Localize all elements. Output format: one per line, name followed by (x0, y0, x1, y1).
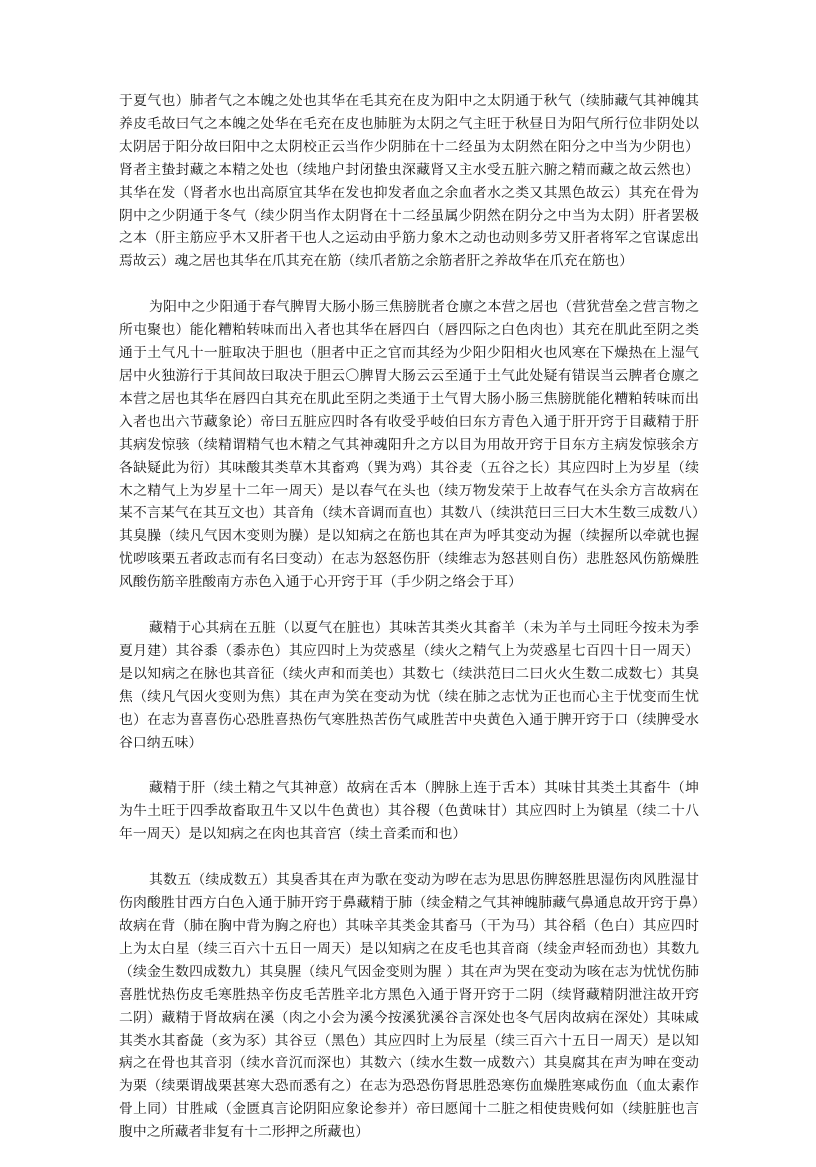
paragraph-4: 藏精于肝（续土精之气其神意）故病在舌本（脾脉上连于舌本）其味甘其类土其畜牛（坤为牛土旺于四季故畜取丑牛又以牛色黄也）其谷稷（色黄味甘）其应四时上为镇星（续二十八年一周天）是以知病之在肉也其音宫（续土音柔而和也） (119, 780, 699, 843)
document-page (119, 90, 699, 1167)
paragraph-2: 为阳中之少阳通于春气脾胃大肠小肠三焦膀胱者仓廪之本营之居也（营犹营垒之营言物之所屯聚也）能化糟粕转味而出入者也其华在唇四白（唇四际之白色肉也）其充在肌此至阴之类通于土气凡十一脏取决于胆也（胆者中正之官而其经为少阳少阳相火也风寒在下燥热在上湿气居中火独游行于其间故曰取决于胆云〇脾胃大肠云云至通于土气此处疑有错误当云脾者仓廪之本营之居也其华在唇四白其充在肌此至阴之类通于土气胃大肠小肠三焦膀胱能化糟粕转味而出入者也出六节藏象论）帝曰五脏应四时各有收受乎岐伯曰东方青色入通于肝开窍于目藏精于肝其病发惊骇（续精谓精气也木精之气其神魂阳升之方以目为用故开窍于目东方主病发惊骇余方各缺疑此为衍）其味酸其类草木其畜鸡（巽为鸡）其谷麦（五谷之长）其应四时上为岁星（续木之精气上为岁星十二年一周天）是以春气在头也（续万物发荣于上故春气在头余方言故病在某不言某气在其互文也）其音角（续木音调而直也）其数八（续洪范曰三曰大木生数三成数八）其臭臊（续凡气因木变则为臊）是以知病之在筋也其在声为呼其变动为握（续握所以牵就也握忧哕咳栗五者政志而有名曰变动）在志为怒怒伤肝（续维志为怒甚则自伤）悲胜怒风伤筋燥胜风酸伤筋辛胜酸南方赤色入通于心开窍于耳（手少阴之络会于耳） (119, 299, 699, 591)
paragraph-1: 于夏气也）肺者气之本魄之处也其华在毛其充在皮为阳中之太阴通于秋气（续肺藏气其神魄其养皮毛故曰气之本魄之处华在毛充在皮也肺脏为太阴之气主旺于秋昼日为阳气所行位非阴处以太阴居于阳分故曰阳中之太阴校正云当作少阴肺在十二经虽为太阴然在阳分之中当为少阴也）肾者主蛰封藏之本精之处也（续地户封闭蛰虫深藏肾又主水受五脏六腑之精而藏之故云然也）其华在发（肾者水也出高原宜其华在发也抑发者血之余血者水之类又其黑色故云）其充在骨为阴中之少阴通于冬气（续少阴当作太阴肾在十二经虽属少阴然在阴分之中当为太阴）肝者罢极之本（肝主筋应乎木又肝者干也人之运动由乎筋力象木之动也动则多劳又肝者将军之官谋虑出焉故云）魂之居也其华在爪其充在筋（续爪者筋之余筋者肝之养故华在爪充在筋也） (119, 93, 699, 270)
paragraph-5: 其数五（续成数五）其臭香其在声为歌在变动为哕在志为思思伤脾怒胜思湿伤肉风胜湿甘伤肉酸胜甘西方白色入通于肺开窍于鼻藏精于肺（续金精之气其神魄肺藏气鼻通息故开窍于鼻）故病在背（肺在胸中背为胸之府也）其味辛其类金其畜马（干为马）其谷稻（色白）其应四时上为太白星（续三百六十五日一周天）是以知病之在皮毛也其音商（续金声轻而劲也）其数九（续金生数四成数九）其臭腥（续凡气因金变则为腥 ）其在声为哭在变动为咳在志为忧忧伤肺喜胜忧热伤皮毛寒胜热辛伤皮毛苦胜辛北方黑色入通于肾开窍于二阴（续肾藏精阴泄注故开窍二阴）藏精于肾故病在溪（肉之小会为溪今按溪犹溪谷言深处也冬气居肉故病在深处）其味咸其类水其畜彘（亥为豕）其谷豆（黑色）其应四时上为辰星（续三百六十五日一周天）是以知病之在骨也其音羽（续水音沉而深也）其数六（续水生数一成数六）其臭腐其在声为呻在变动为栗（续栗谓战栗甚寒大恐而悉有之）在志为恐恐伤肾思胜恐寒伤血燥胜寒咸伤血（血太素作骨上同）甘胜咸（金匮真言论阴阳应象论参并）帝曰愿闻十二脏之相使贵贱何如（续脏脏也言腹中之所藏者非复有十二形押之所藏也） (119, 872, 699, 1141)
paragraph-3: 藏精于心其病在五脏（以夏气在脏也）其味苦其类火其畜羊（未为羊与土同旺今按未为季夏月建）其谷黍（黍赤色）其应四时上为荧惑星（续火之精气上为荧惑星七百四十日一周天）是以知病之在脉也其音征（续火声和而美也）其数七（续洪范曰二曰火火生数二成数七）其臭焦（续凡气因火变则为焦）其在声为笑在变动为忧（续在肺之志忧为正也而心主于忧变而生忧也）在志为喜喜伤心恐胜喜热伤气寒胜热苦伤气咸胜苦中央黄色入通于脾开窍于口（续脾受水谷口纳五味） (119, 620, 699, 751)
